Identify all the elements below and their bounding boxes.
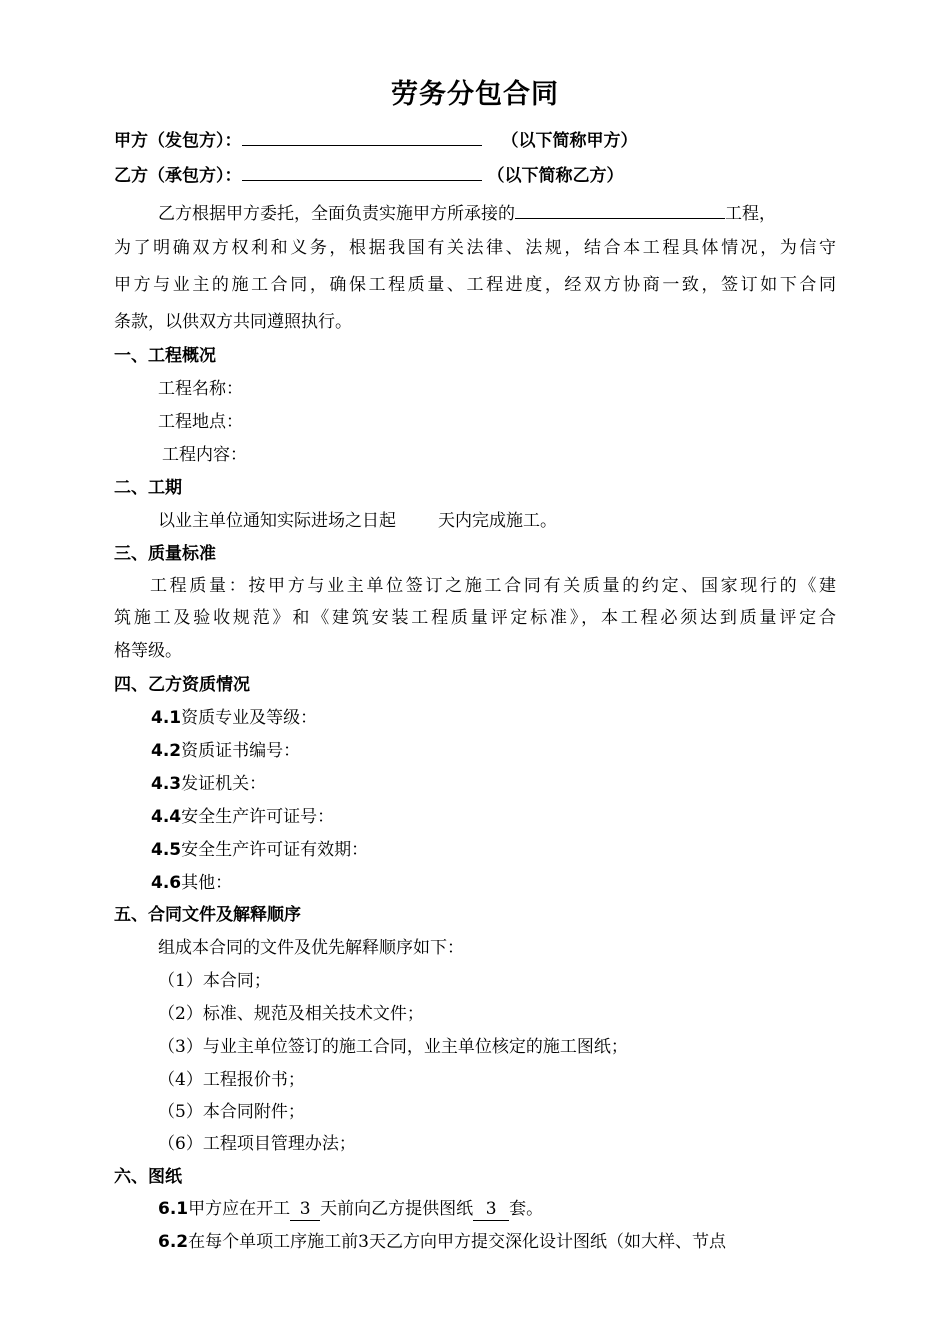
party-b-label: 乙方（承包方）：: [114, 166, 242, 186]
section-6-heading: 六、图纸: [114, 1167, 182, 1187]
duration-text-a: 以业主单位通知实际进场之日起: [158, 511, 396, 531]
document-list-item: （1）本合同；: [158, 971, 271, 991]
intro-line-1: [158, 200, 776, 225]
document-list-item: （4）工程报价书；: [158, 1070, 305, 1090]
document-list-item: （6）工程项目管理办法；: [158, 1134, 356, 1154]
intro-line-2: 为了明确双方权利和义务，根据我国有关法律、法规，结合本工程具体情况，为信守: [114, 238, 836, 258]
item-number: 4.5: [151, 840, 182, 860]
document-list-item: （3）与业主单位签订的施工合同，业主单位核定的施工图纸；: [158, 1037, 628, 1057]
item-text: 在每个单项工序施工前3天乙方向甲方提交深化设计图纸（如大样、节点: [188, 1232, 726, 1252]
item-text: 安全生产许可证号：: [181, 807, 335, 827]
item-number: 4.4: [151, 807, 182, 827]
section-1-heading: 一、工程概况: [114, 346, 216, 366]
intro-text-b: 工程，: [725, 204, 776, 224]
party-a-label: 甲方（发包方）：: [114, 131, 242, 151]
item-text: 天前向乙方提供图纸: [320, 1199, 474, 1219]
document-list-item: （2）标准、规范及相关技术文件；: [158, 1004, 424, 1024]
item-number: 6.2: [158, 1232, 189, 1252]
section-5-heading: 五、合同文件及解释顺序: [114, 905, 301, 925]
section-3-heading: 三、质量标准: [114, 544, 216, 564]
party-a-line: [114, 127, 638, 152]
item-number: 4.6: [151, 873, 182, 893]
project-content-label: 工程内容：: [162, 445, 247, 465]
drawings-item-1: [158, 1198, 543, 1221]
intro-text-a: 乙方根据甲方委托，全面负责实施甲方所承接的: [158, 204, 515, 224]
item-text: 套。: [509, 1199, 544, 1219]
item-number: 4.1: [151, 708, 182, 728]
qualification-item: [151, 773, 266, 795]
section-4-heading: 四、乙方资质情况: [114, 675, 250, 695]
quality-line-1: 工程质量：按甲方与业主单位签订之施工合同有关质量的约定、国家现行的《建: [150, 576, 836, 596]
item-text: 甲方应在开工: [188, 1199, 291, 1219]
party-b-line: [114, 162, 624, 187]
item-text: 其他：: [181, 873, 233, 893]
qualification-item: [151, 839, 368, 861]
quality-line-3: 格等级。: [114, 641, 182, 661]
item-number: 6.1: [158, 1199, 189, 1219]
project-name-blank[interactable]: [515, 200, 725, 219]
party-b-note: （以下简称乙方）: [487, 166, 624, 186]
duration-text-b: 天内完成施工。: [438, 511, 557, 531]
qualification-item: [151, 872, 232, 894]
item-number: 4.2: [151, 741, 182, 761]
item-text: 资质证书编号：: [181, 741, 301, 761]
item-number: 4.3: [151, 774, 182, 794]
drawings-item-2: [158, 1231, 726, 1253]
party-a-note: （以下简称甲方）: [501, 131, 638, 151]
item-text: 资质专业及等级：: [181, 708, 318, 728]
qualification-item: [151, 806, 334, 828]
quality-line-2: 筑施工及验收规范》和《建筑安装工程质量评定标准》，本工程必须达到质量评定合: [114, 608, 836, 628]
duration-line: [158, 510, 557, 532]
sets-value[interactable]: 3: [473, 1198, 509, 1221]
item-text: 安全生产许可证有效期：: [181, 840, 369, 860]
documents-intro: 组成本合同的文件及优先解释顺序如下：: [158, 938, 464, 958]
party-a-blank[interactable]: [242, 127, 482, 146]
section-2-heading: 二、工期: [114, 478, 182, 498]
intro-line-3: 甲方与业主的施工合同，确保工程质量、工程进度，经双方协商一致，签订如下合同: [114, 275, 836, 295]
days-value[interactable]: 3: [290, 1198, 320, 1221]
party-b-blank[interactable]: [242, 162, 482, 181]
intro-line-4: 条款，以供双方共同遵照执行。: [114, 312, 352, 332]
document-list-item: （5）本合同附件；: [158, 1102, 305, 1122]
item-text: 发证机关：: [181, 774, 267, 794]
project-name-label: 工程名称：: [158, 379, 243, 399]
document-title: 劳务分包合同: [391, 79, 559, 110]
qualification-item: [151, 707, 317, 729]
qualification-item: [151, 740, 300, 762]
project-location-label: 工程地点：: [158, 412, 243, 432]
